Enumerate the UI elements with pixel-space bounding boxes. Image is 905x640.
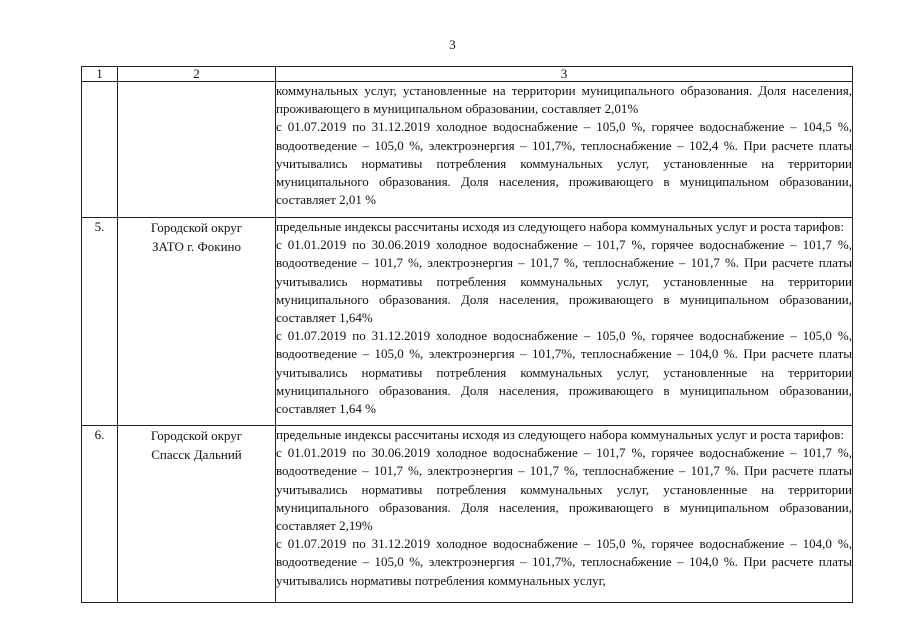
table-row [82,82,853,218]
description-paragraph: коммунальных услуг, установленные на территории муниципального образования. Доля населения, проживающего в муниципальном образовании, составляет 2,01% [276,83,852,117]
description-paragraph: с 01.07.2019 по 31.12.2019 холодное водоснабжение – 105,0 %, горячее водоснабжение – 105,0 %, водоотведение – 105,0 %, электроэнергия – 101,7%, теплоснабжение – 104,0 %. При расчете платы учитывались нормативы потребления коммунальных услуг, установленные на территории муниципального образования. Доля населения, проживающего в муниципальном образовании, составляет 1,64 % [276,328,852,417]
page-number: 3 [449,37,456,52]
row-number-cell [82,82,118,218]
table-row [82,426,853,603]
description-paragraph: предельные индексы рассчитаны исходя из следующего набора коммунальных услуг и роста тарифов: [276,427,844,442]
row-number-cell: 5. [82,218,118,426]
description-paragraph: с 01.01.2019 по 30.06.2019 холодное водоснабжение – 101,7 %, горячее водоснабжение – 101,7 %, водоотведение – 101,7 %, электроэнергия – 101,7 %, теплоснабжение – 101,7 %. При расчете платы учитывались нормативы потребления коммунальных услуг, установленные на территории муниципального образования. Доля населения, проживающего в муниципальном образовании, составляет 2,19% [276,445,852,534]
table-header-row [82,67,853,82]
column-header-region: 2 [118,67,276,82]
description-cell [276,218,853,426]
region-name-line: Спасск Дальний [151,447,242,462]
description-cell [276,82,853,218]
region-cell [118,426,276,603]
description-paragraph: с 01.07.2019 по 31.12.2019 холодное водоснабжение – 105,0 %, горячее водоснабжение – 104,0 %, водоотведение – 105,0 %, электроэнергия – 101,7%, теплоснабжение – 104,0 %. При расчете платы учитывались нормативы потребления коммунальных услуг, [276,536,852,588]
description-paragraph: с 01.07.2019 по 31.12.2019 холодное водоснабжение – 105,0 %, горячее водоснабжение – 104,5 %, водоотведение – 105,0 %, электроэнергия – 101,7%, теплоснабжение – 102,4 %. При расчете платы учитывались нормативы потребления коммунальных услуг, установленные на территории муниципального образования. Доля населения, проживающего в муниципальном образовании, составляет 2,01 % [276,119,852,208]
region-cell [118,218,276,426]
table-row [82,218,853,426]
region-name-line: ЗАТО г. Фокино [151,239,242,254]
row-number-cell: 6. [82,426,118,603]
column-header-number: 1 [82,67,118,82]
tariff-table [81,66,853,603]
region-cell [118,82,276,218]
region-name-line: Городской округ [150,428,243,443]
region-name-line: Городской округ [150,220,243,235]
description-paragraph: предельные индексы рассчитаны исходя из следующего набора коммунальных услуг и роста тарифов: [276,219,844,234]
description-cell [276,426,853,603]
column-header-description: 3 [276,67,853,82]
description-paragraph: с 01.01.2019 по 30.06.2019 холодное водоснабжение – 101,7 %, горячее водоснабжение – 101,7 %, водоотведение – 101,7 %, электроэнергия – 101,7 %, теплоснабжение – 101,7 %. При расчете платы учитывались нормативы потребления коммунальных услуг, установленные на территории муниципального образования. Доля населения, проживающего в муниципальном образовании, составляет 1,64% [276,237,852,326]
